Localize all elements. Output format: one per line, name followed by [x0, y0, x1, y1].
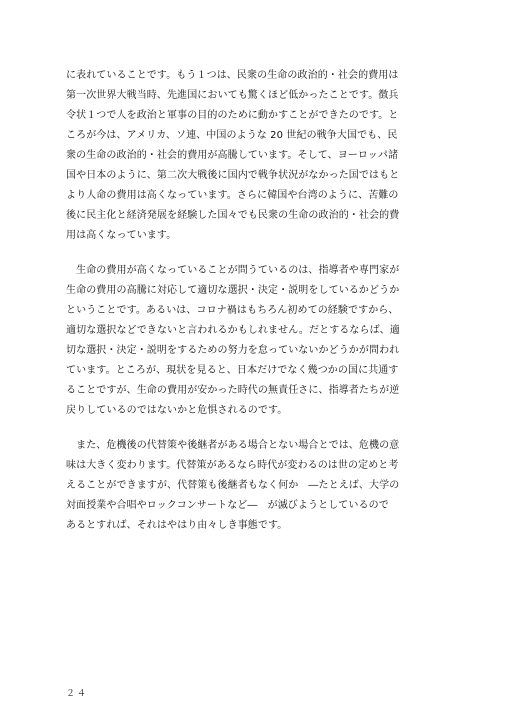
- text-line: あるとすれば、それはやはり由々しき事態です。: [66, 520, 288, 531]
- text-line: より人命の費用は高くなっています。さらに韓国や台湾のように、苦難の: [66, 190, 399, 201]
- text-line: ることですが、生命の費用が安かった時代の無責任さに、指導者たちが逆: [66, 385, 400, 396]
- text-line: 切な選択・決定・説明をするための努力を怠っていないかどうかが問われ: [66, 345, 400, 356]
- text-line: ころが今は、アメリカ、ソ連、中国のような 20 世紀の戦争大国でも、民: [66, 130, 398, 141]
- text-line: 戻りしているのではないかと危惧されるのです。: [66, 405, 288, 416]
- text-line: ています。ところが、現状を見ると、日本だけでなく幾つかの国に共通す: [66, 365, 399, 376]
- text-line: 味は大きく変わります。代替策があるなら時代が変わるのは世の定めと考: [66, 460, 399, 471]
- paragraph-2: [66, 261, 442, 421]
- text-line: 令状１つで人を政治と軍事の目的のために動かすことができたのです。と: [66, 110, 399, 121]
- text-line: 国や日本のように、第二次大戦後に国内で戦争状況がなかった国ではもと: [66, 170, 400, 181]
- text-line: 用は高くなっています。: [66, 230, 177, 241]
- text-line: 生命の費用の高騰に対応して適切な選択・決定・説明をしているかどうか: [66, 285, 400, 296]
- text-line: 適切な選択などできないと言われるかもしれません。だとするならば、適: [66, 325, 400, 336]
- text-line: ということです。あるいは、コロナ禍はもちろん初めての経験ですから、: [66, 305, 399, 316]
- text-line: 後に民主化と経済発展を経験した国々でも民衆の生命の政治的・社会的費: [66, 210, 400, 221]
- text-line: また、危機後の代替策や後継者がある場合とない場合とでは、危機の意: [66, 440, 400, 451]
- text-line: に表れていることです。もう１つは、民衆の生命の政治的・社会的費用は: [66, 70, 399, 81]
- text-line: 対面授業や合唱やロックコンサートなど― が滅びようとしているので: [66, 500, 389, 511]
- text-line: えることができますが、代替策も後継者もなく何か ―たとえば、大学の: [66, 480, 400, 491]
- paragraph-3: [66, 436, 442, 536]
- paragraph-1: [66, 66, 442, 246]
- text-line: 生命の費用が高くなっていることが問うているのは、指導者や専門家が: [66, 265, 400, 276]
- text-line: 衆の生命の政治的・社会的費用が高騰しています。そして、ヨーロッパ諸: [66, 150, 399, 161]
- page-number: ２４: [66, 689, 89, 699]
- body-text: [66, 66, 442, 551]
- text-line: 第一次世界大戦当時、先進国においても驚くほど低かったことです。徴兵: [66, 90, 399, 101]
